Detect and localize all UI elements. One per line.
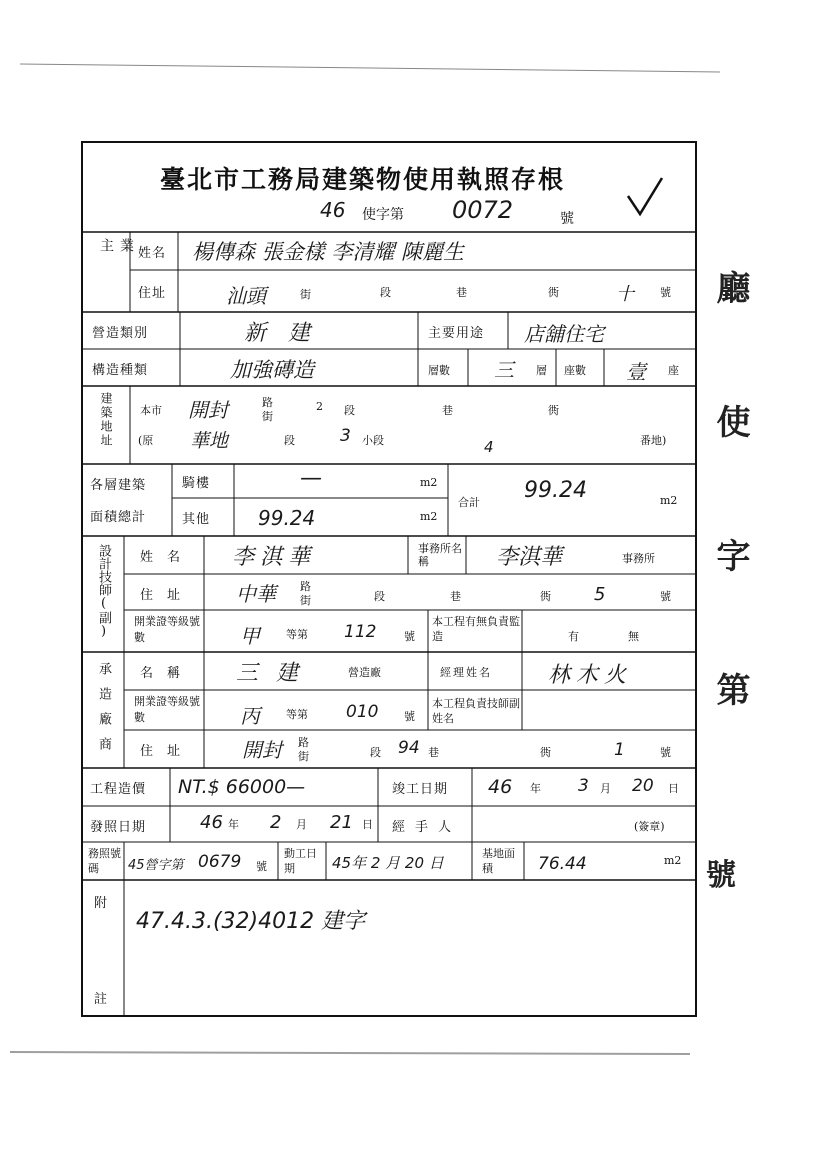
permit-mid: 使字第 — [362, 207, 404, 223]
site-sec-no: 2 — [316, 400, 323, 413]
designer-supervise-label: 本工程有無負責監造 — [432, 615, 520, 643]
contractor-name: 三建 — [236, 661, 317, 686]
permit-number — [320, 198, 620, 228]
designer-cert-mid: 等第 — [286, 628, 308, 641]
contractor-addr: 開封 — [242, 738, 282, 762]
owner-section-label: 業主 — [98, 238, 134, 274]
handler-label: 經手人 — [392, 820, 462, 835]
designer-office-label: 事務所名稱 — [418, 542, 462, 568]
designer-cert-no: 112 — [344, 622, 377, 642]
cost-label: 工程造價 — [90, 782, 147, 797]
side-stamp-suffix: 號 — [706, 858, 736, 893]
owner-addr-alley: 衖 — [548, 286, 559, 299]
contractor-addr-road: 路 — [298, 736, 309, 749]
contractor-addr-lane: 巷 — [428, 746, 439, 759]
contractor-addr-lane-no: 94 — [398, 738, 420, 758]
done-month: 3 — [578, 776, 589, 796]
issue-day: 21 — [330, 812, 353, 833]
designer-name-label: 姓名 — [140, 550, 195, 565]
designer-cert-suffix: 號 — [404, 630, 415, 643]
floors-label: 層數 — [428, 364, 450, 377]
start-label: 動工日期 — [284, 847, 317, 875]
designer-addr-street: 街 — [300, 594, 311, 607]
site-section-label: 建築地址 — [99, 392, 113, 448]
base-value: 76.44 — [538, 854, 587, 874]
designer-name: 李淇華 — [232, 545, 317, 570]
site-orig: (原 — [138, 434, 154, 447]
site-sub-sec: 小段 — [362, 434, 384, 447]
contractor-addr-section: 段 — [370, 746, 381, 759]
supervise-no: 無 — [628, 630, 639, 643]
other-value: 99.24 — [258, 506, 316, 530]
contractor-manager: 林木火 — [548, 663, 633, 688]
supervise-yes: 有 — [568, 630, 579, 643]
owner-name: 楊傳森 張金樣 李清耀 陳麗生 — [192, 240, 465, 264]
issue-year: 46 — [200, 812, 223, 833]
permit-no-suffix: 號 — [256, 860, 267, 873]
total-value: 99.24 — [524, 478, 587, 503]
owner-addr-suffix: 號 — [660, 286, 671, 299]
site-city: 本市 — [140, 404, 162, 417]
owner-addr-label: 住址 — [138, 286, 167, 301]
contractor-cert-mid: 等第 — [286, 708, 308, 721]
contractor-engineer-label: 本工程負責技師副姓名 — [432, 697, 520, 725]
site-road-suffix2: 街 — [262, 410, 273, 423]
note-label-top: 附 — [94, 896, 109, 911]
site-road-suffix: 路 — [262, 396, 273, 409]
issue-month: 2 — [270, 812, 282, 833]
contractor-addr-no: 1 — [614, 740, 625, 760]
floors-value: 三 — [494, 358, 514, 382]
construct-struct-label: 構造種類 — [92, 363, 149, 378]
owner-addr: 汕頭 — [226, 284, 266, 308]
other-unit: m2 — [420, 510, 438, 523]
issue-label: 發照日期 — [90, 820, 147, 835]
done-d: 日 — [668, 782, 679, 795]
site-sub-no: 3 — [340, 426, 351, 446]
construct-use: 店舖住宅 — [524, 322, 604, 346]
seal-label: (簽章) — [634, 820, 665, 833]
designer-addr-section: 段 — [374, 590, 385, 603]
designer-addr: 中華 — [236, 582, 276, 606]
site-lot-suffix: 番地) — [640, 434, 667, 447]
note-label-bottom: 註 — [94, 992, 109, 1007]
designer-addr-suffix: 號 — [660, 590, 671, 603]
form-title: 臺北市工務局建築物使用執照存根 — [160, 165, 566, 194]
contractor-manager-label: 經理姓名 — [440, 666, 492, 679]
permit-number-value: 0072 — [452, 196, 514, 224]
construct-use-label: 主要用途 — [428, 326, 485, 341]
designer-addr-road: 路 — [300, 580, 311, 593]
designer-addr-alley: 衖 — [540, 590, 551, 603]
designer-addr-label: 住址 — [140, 588, 195, 603]
issue-m: 月 — [296, 818, 307, 831]
arcade-label: 騎樓 — [182, 476, 211, 491]
issue-d: 日 — [362, 818, 373, 831]
cost-value: NT.$ 66000— — [178, 776, 306, 798]
floors-unit: 層 — [536, 364, 547, 377]
bldgs-value: 壹 — [626, 360, 646, 384]
contractor-name-suffix: 營造廠 — [348, 666, 381, 679]
designer-office-suffix: 事務所 — [622, 552, 655, 565]
check-mark-icon — [628, 178, 662, 214]
area-label-1: 各層建築 — [90, 478, 147, 493]
owner-addr-section: 段 — [380, 286, 391, 299]
site-orig-sec: 段 — [284, 434, 295, 447]
site-lane: 巷 — [442, 404, 453, 417]
done-year: 46 — [488, 776, 513, 798]
start-value: 45年 2 月 20 日 — [332, 854, 444, 872]
site-road: 開封 — [188, 398, 228, 422]
area-label-2: 面積總計 — [90, 510, 147, 525]
designer-office: 李淇華 — [496, 545, 563, 570]
bldgs-unit: 座 — [668, 364, 679, 377]
site-lot-no: 4 — [484, 438, 494, 456]
designer-addr-no: 5 — [594, 584, 606, 605]
designer-cert-label: 開業證等級號數 — [134, 615, 200, 644]
contractor-addr-street: 街 — [298, 750, 309, 763]
contractor-cert-suffix: 號 — [404, 710, 415, 723]
permit-prefix: 45營字第 — [128, 858, 184, 873]
arcade-unit: m2 — [420, 476, 438, 489]
arcade-value: — — [300, 466, 322, 491]
permit-year: 46 — [320, 198, 346, 222]
done-label: 竣工日期 — [392, 782, 449, 797]
issue-y: 年 — [228, 818, 239, 831]
construct-type: 新建 — [244, 321, 333, 346]
note-text: 47.4.3.(32)4012 建字 — [136, 909, 366, 934]
contractor-name-label: 名稱 — [140, 666, 195, 681]
contractor-section-label: 承造廠商 — [96, 662, 111, 762]
owner-name-label: 姓名 — [138, 246, 167, 261]
contractor-cert-label: 開業證等級號數 — [134, 695, 200, 724]
owner-addr-street: 街 — [300, 288, 311, 301]
permit-no: 0679 — [198, 852, 242, 872]
done-m: 月 — [600, 782, 611, 795]
designer-cert-grade: 甲 — [240, 624, 260, 648]
contractor-cert-grade: 丙 — [240, 704, 260, 728]
site-sec: 段 — [344, 404, 355, 417]
other-label: 其他 — [182, 512, 211, 527]
side-stamp-text: 廳 使 字 第 — [710, 270, 750, 736]
base-label: 基地面積 — [482, 847, 515, 875]
contractor-addr-label: 住址 — [140, 744, 195, 759]
done-day: 20 — [632, 776, 654, 796]
owner-addr-lane: 巷 — [456, 286, 467, 299]
designer-addr-lane: 巷 — [450, 590, 461, 603]
permit-label: 務照號碼 — [88, 847, 121, 875]
permit-suffix: 號 — [560, 211, 574, 227]
done-y: 年 — [530, 782, 541, 795]
base-unit: m2 — [664, 854, 682, 867]
contractor-addr-suffix: 號 — [660, 746, 671, 759]
site-alley: 衖 — [548, 404, 559, 417]
owner-addr-no: 十 — [616, 284, 634, 305]
construct-type-label: 營造類別 — [92, 326, 149, 341]
total-label: 合計 — [458, 496, 480, 509]
bldgs-label: 座數 — [564, 364, 586, 377]
side-stamp — [706, 270, 750, 910]
construct-struct: 加強磚造 — [230, 358, 314, 382]
total-unit: m2 — [660, 494, 678, 507]
contractor-cert-no: 010 — [346, 702, 379, 722]
contractor-addr-alley: 衖 — [540, 746, 551, 759]
designer-section-label: 設計技師(副) — [96, 544, 111, 639]
site-orig-land: 華地 — [190, 430, 229, 452]
